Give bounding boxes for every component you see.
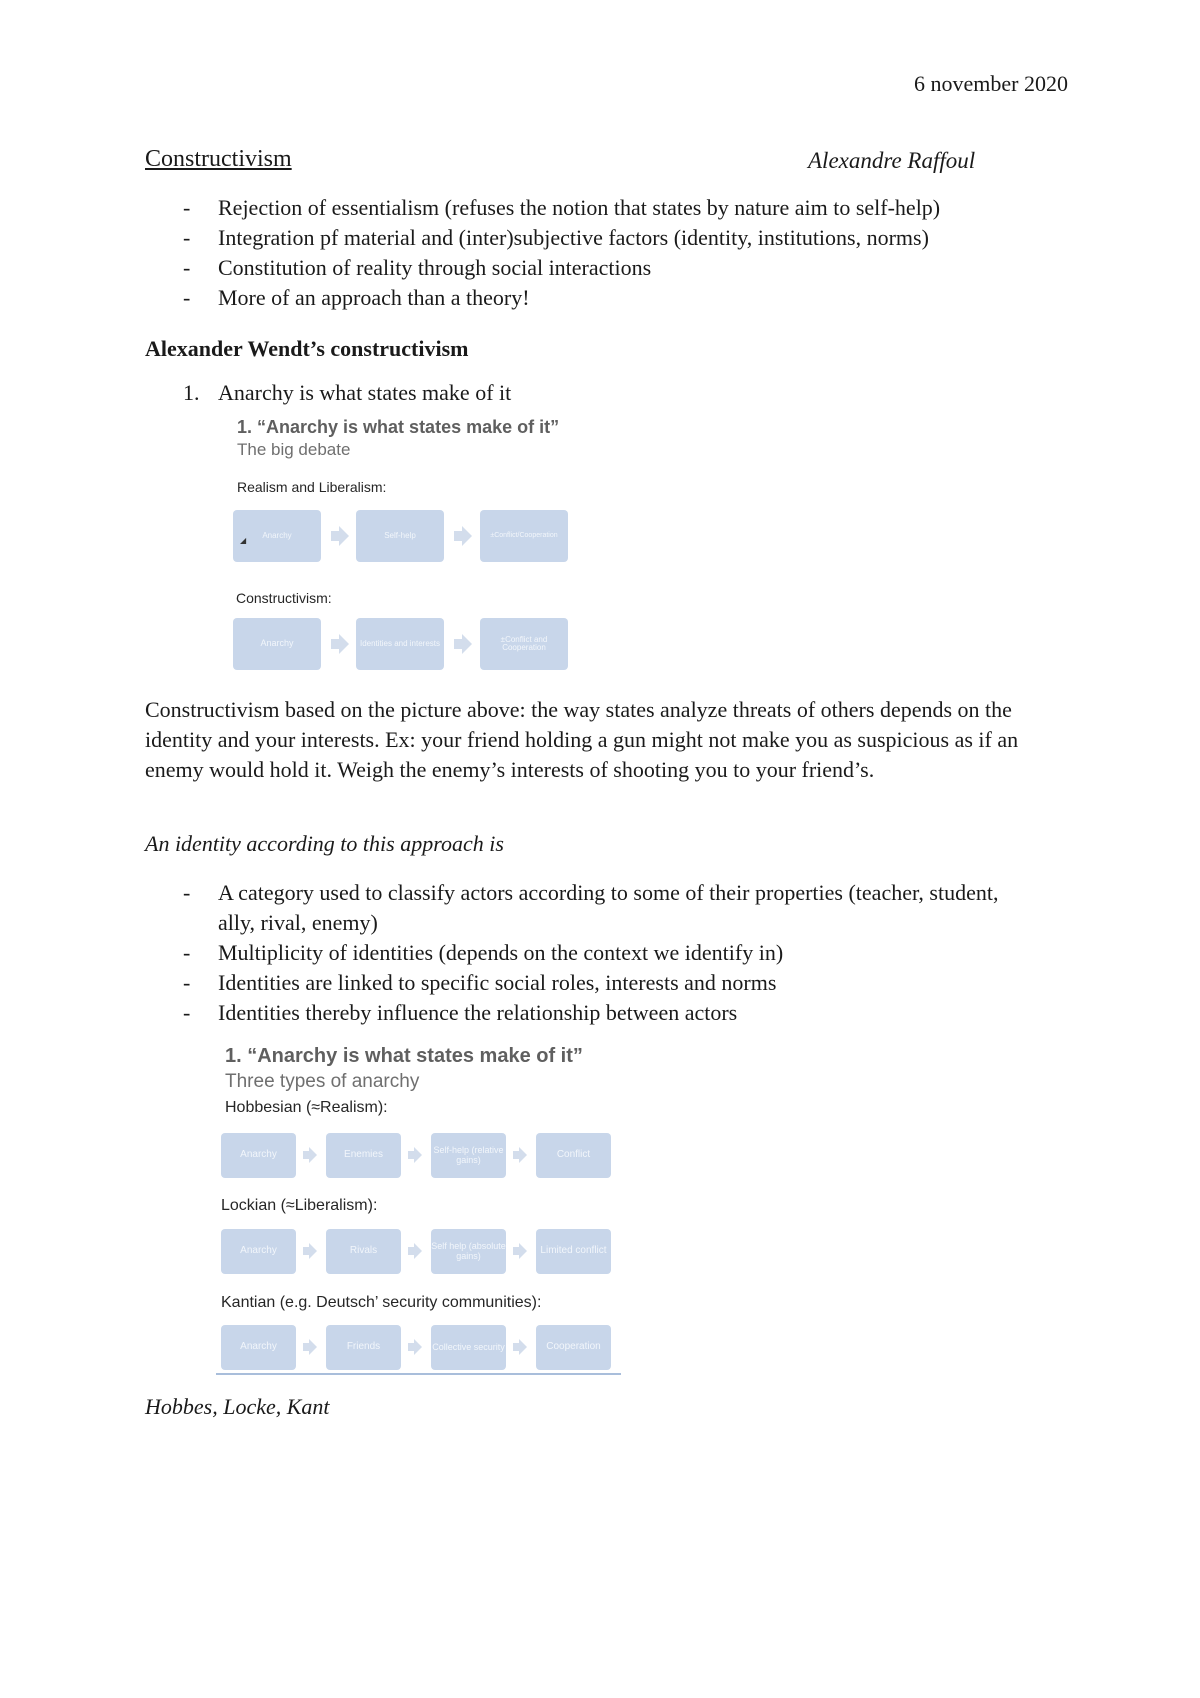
row-label-lockian: Lockian (≈Liberalism): (221, 1197, 378, 1214)
closing-line: Hobbes, Locke, Kant (145, 1394, 330, 1419)
flow-box-conflict-cooperation: ±Conflict and Cooperation (480, 618, 568, 670)
flow-box-self-help: Self-help (356, 510, 444, 562)
slide-title: 1. “Anarchy is what states make of it” (237, 417, 560, 437)
section-heading-wendt: Alexander Wendt’s constructivism (145, 336, 469, 361)
slide-subtitle: Three types of anarchy (225, 1071, 420, 1092)
document-date: 6 november 2020 (914, 71, 1068, 96)
flow-box-anarchy: Anarchy (233, 618, 321, 670)
flow-box-enemies: Enemies (326, 1133, 401, 1178)
flow-box-identities-interests: Identities and interests (356, 618, 444, 670)
flow-box-conflict-cooperation: ±Conflict/Cooperation (480, 510, 568, 562)
flow-box-rivals: Rivals (326, 1229, 401, 1274)
flow-box-collective-security: Collective security (431, 1325, 506, 1370)
slide-title: 1. “Anarchy is what states make of it” (225, 1045, 583, 1067)
intro-bullet-list (145, 193, 1065, 313)
flow-box-limited-conflict: Limited conflict (536, 1229, 611, 1274)
flow-box-cooperation: Cooperation (536, 1325, 611, 1370)
item-number: 1. (183, 380, 200, 405)
cursor-icon: ◢ (240, 536, 247, 545)
author-name: Alexandre Raffoul (808, 148, 976, 173)
slide-image-three-anarchies (216, 1042, 626, 1382)
flow-box-self-help-absolute: Self help (absolute gains) (431, 1229, 506, 1274)
explanation-paragraph: Constructivism based on the picture above: the way states analyze threats of others depends on the identity and your interests. Ex: your friend holding a gun might not make you as suspicious as if an enemy would hold it. Weigh the enemy’s interests of shooting you to your friend’s. (145, 697, 1019, 782)
flow-box-anarchy: Anarchy (233, 510, 321, 562)
list-item: - Rejection of essentialism (refuses the notion that states by nature aim to self-help) (145, 193, 1065, 223)
row-label-constructivism: Constructivism: (236, 590, 332, 606)
slide-subtitle: The big debate (237, 440, 351, 459)
list-item: - A category used to classify actors according to some of their properties (teacher, student, ally, rival, enemy) (145, 878, 1025, 938)
flow-box-conflict: Conflict (536, 1133, 611, 1178)
flow-box-anarchy: Anarchy (221, 1133, 296, 1178)
flow-box-friends: Friends (326, 1325, 401, 1370)
identity-heading: An identity according to this approach is (145, 831, 504, 856)
list-item: - More of an approach than a theory! (145, 283, 1065, 313)
document-title: Constructivism (145, 146, 292, 172)
list-item: - Integration pf material and (inter)subjective factors (identity, institutions, norms) (145, 223, 1065, 253)
flow-box-anarchy: Anarchy (221, 1325, 296, 1370)
row-label-hobbesian: Hobbesian (≈Realism): (225, 1099, 388, 1116)
list-item: - Identities are linked to specific social roles, interests and norms (145, 968, 1025, 998)
list-item: - Constitution of reality through social interactions (145, 253, 1065, 283)
slide-bottom-rule (216, 1373, 621, 1375)
list-item: - Multiplicity of identities (depends on the context we identify in) (145, 938, 1025, 968)
row-label-kantian: Kantian (e.g. Deutsch’ security communities): (221, 1294, 542, 1311)
slide-image-big-debate (230, 412, 580, 676)
flow-box-self-help-relative: Self-help (relative gains) (431, 1133, 506, 1178)
flow-box-anarchy: Anarchy (221, 1229, 296, 1274)
item-text: Anarchy is what states make of it (218, 380, 512, 405)
row-label-realism-liberalism: Realism and Liberalism: (237, 479, 387, 495)
identity-bullet-list (145, 878, 1025, 1028)
list-item: - Identities thereby influence the relationship between actors (145, 998, 1025, 1028)
